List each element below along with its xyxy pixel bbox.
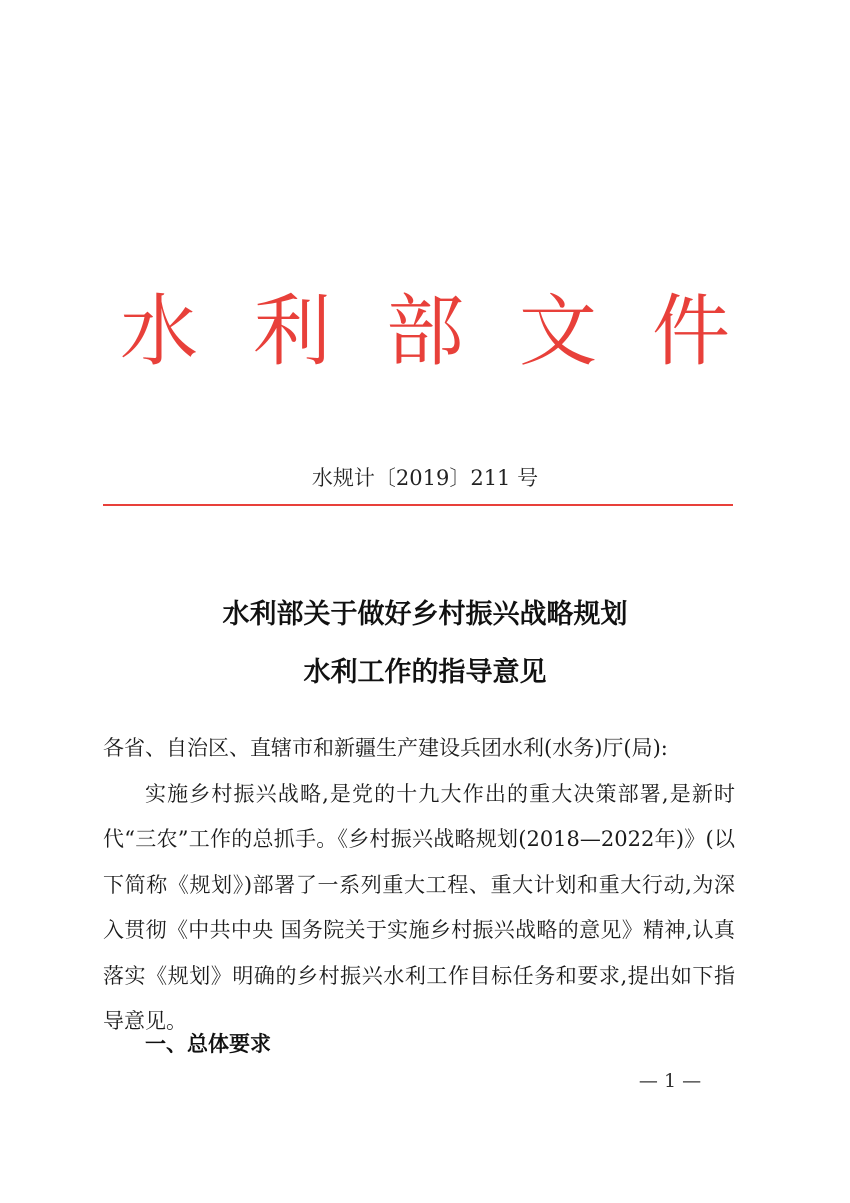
salutation: 各省、自治区、直辖市和新疆生产建设兵团水利(水务)厅(局):	[103, 736, 668, 760]
header-char: 部	[385, 287, 464, 377]
header-char: 利	[252, 287, 331, 377]
red-divider	[103, 504, 733, 506]
header-char: 件	[651, 287, 730, 377]
document-title	[0, 586, 850, 702]
title-line-1: 水利部关于做好乡村振兴战略规划	[222, 599, 628, 630]
title-line-2: 水利工作的指导意见	[303, 657, 547, 688]
header-char: 水	[120, 287, 199, 377]
page-number: — 1 —	[638, 1070, 702, 1092]
document-header-title	[120, 282, 730, 382]
document-number: 水规计〔2019〕211 号	[311, 466, 539, 490]
body-paragraph: 实施乡村振兴战略,是党的十九大作出的重大决策部署,是新时代“三农”工作的总抓手。《乡村振兴战略规划(2018—2022年)》(以下简称《规划》)部署了一系列重大工程、重大计划和重大行动,为深入贯彻《中共中央 国务院关于实施乡村振兴战略的意见》精神,认真落实《规划》明确的乡村振兴水利工作目标任务和要求,提出如下指导意见。	[103, 781, 735, 1033]
document-body	[103, 726, 735, 1045]
header-char: 文	[518, 287, 597, 377]
section-heading: 一、总体要求	[145, 1032, 271, 1056]
